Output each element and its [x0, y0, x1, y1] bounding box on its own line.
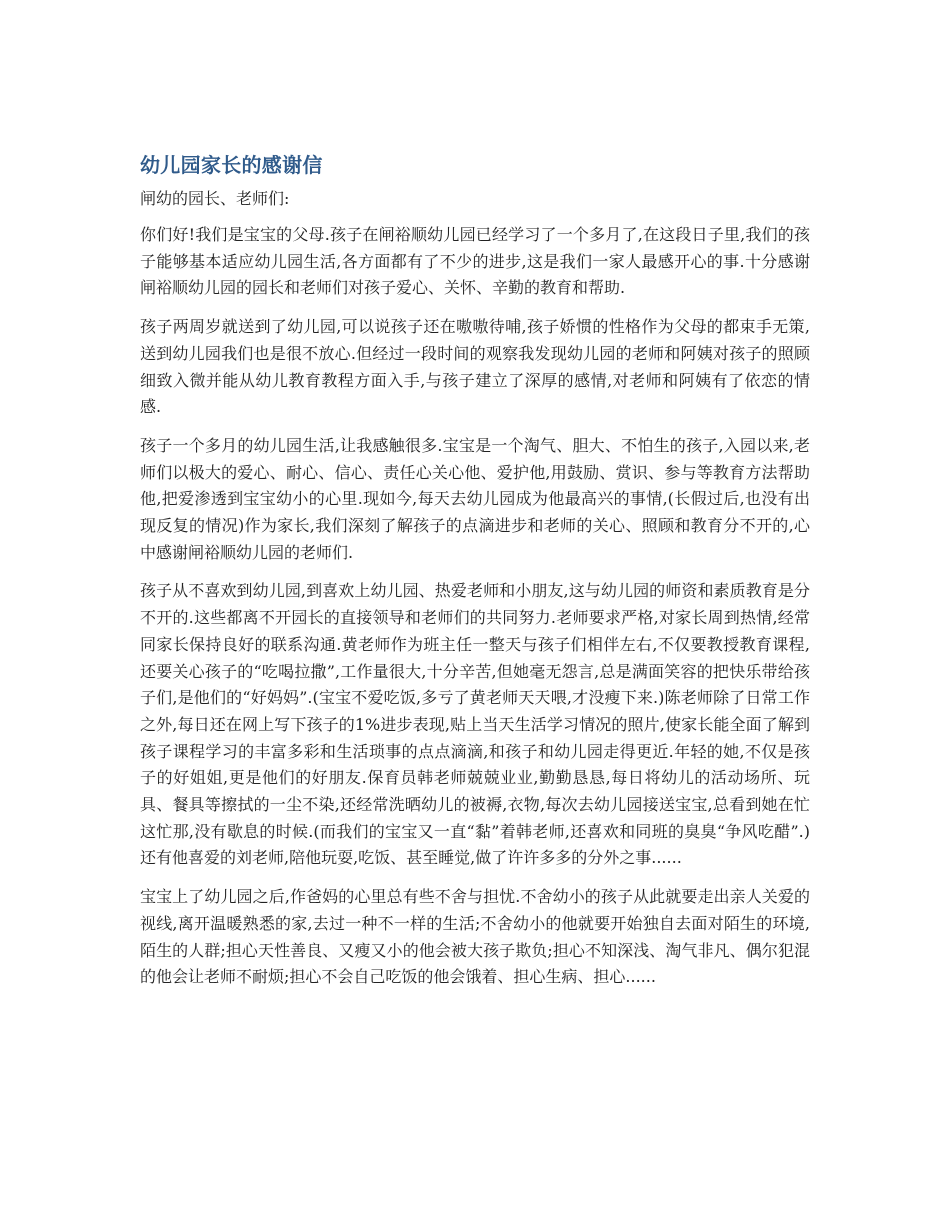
- paragraph-4: 孩子从不喜欢到幼儿园,到喜欢上幼儿园、热爱老师和小朋友,这与幼儿园的师资和素质教育是分不开的.这些都离不开园长的直接领导和老师们的共同努力.老师要求严格,对家长周到热情,经常同家长保持良好的联系沟通.黄老师作为班主任一整天与孩子们相伴左右,不仅要教授教育课程,还要关心孩子的“吃喝拉撒”,工作量很大,十分辛苦,但她毫无怨言,总是满面笑容的把快乐带给孩子们,是他们的“好妈妈”.(宝宝不爱吃饭,多亏了黄老师天天喂,才没瘦下来.)陈老师除了日常工作之外,每日还在网上写下孩子的1%进步表现,贴上当天生活学习情况的照片,使家长能全面了解到孩子课程学习的丰富多彩和生活琐事的点点滴滴,和孩子和幼儿园走得更近.年轻的她,不仅是孩子的好姐姐,更是他们的好朋友.保育员韩老师兢兢业业,勤勤恳恳,每日将幼儿的活动场所、玩具、餐具等擦拭的一尘不染,还经常洗晒幼儿的被褥,衣物,每次去幼儿园接送宝宝,总看到她在忙这忙那,没有歇息的时候.(而我们的宝宝又一直“黏”着韩老师,还喜欢和同班的臭臭“争风吃醋”.)还有他喜爱的刘老师,陪他玩耍,吃饭、甚至睡觉,做了许许多多的分外之事......: [140, 581, 810, 868]
- document-title: 幼儿园家长的感谢信: [140, 153, 323, 177]
- salutation: 闸幼的园长、老师们:: [140, 189, 290, 208]
- document-page: [140, 150, 810, 1003]
- paragraph-3: 孩子一个多月的幼儿园生活,让我感触很多.宝宝是一个淘气、胆大、不怕生的孩子,入园以来,老师们以极大的爱心、耐心、信心、责任心关心他、爱护他,用鼓励、赏识、参与等教育方法帮助他,把爱渗透到宝宝幼小的心里.现如今,每天去幼儿园成为他最高兴的事情,(长假过后,也没有出现反复的情况)作为家长,我们深刻了解孩子的点滴进步和老师的关心、照顾和教育分不开的,心中感谢闸裕顺幼儿园的老师们.: [140, 435, 810, 562]
- paragraph-5: 宝宝上了幼儿园之后,作爸妈的心里总有些不舍与担忧.不舍幼小的孩子从此就要走出亲人关爱的视线,离开温暖熟悉的家,去过一种不一样的生活;不舍幼小的他就要开始独自去面对陌生的环境,陌生的人群;担心天性善良、又瘦又小的他会被大孩子欺负;担心不知深浅、淘气非凡、偶尔犯混的他会让老师不耐烦;担心不会自己吃饭的他会饿着、担心生病、担心......: [140, 887, 810, 987]
- paragraph-2: 孩子两周岁就送到了幼儿园,可以说孩子还在嗷嗷待哺,孩子娇惯的性格作为父母的都束手无策,送到幼儿园我们也是很不放心.但经过一段时间的观察我发现幼儿园的老师和阿姨对孩子的照顾细致入微并能从幼儿教育教程方面入手,与孩子建立了深厚的感情,对老师和阿姨有了依恋的情感.: [140, 317, 810, 417]
- paragraph-1: 你们好!我们是宝宝的父母.孩子在闸裕顺幼儿园已经学习了一个多月了,在这段日子里,我们的孩子能够基本适应幼儿园生活,各方面都有了不少的进步,这是我们一家人最感开心的事.十分感谢闸裕顺幼儿园的园长和老师们对孩子爱心、关怀、辛勤的教育和帮助.: [140, 225, 810, 298]
